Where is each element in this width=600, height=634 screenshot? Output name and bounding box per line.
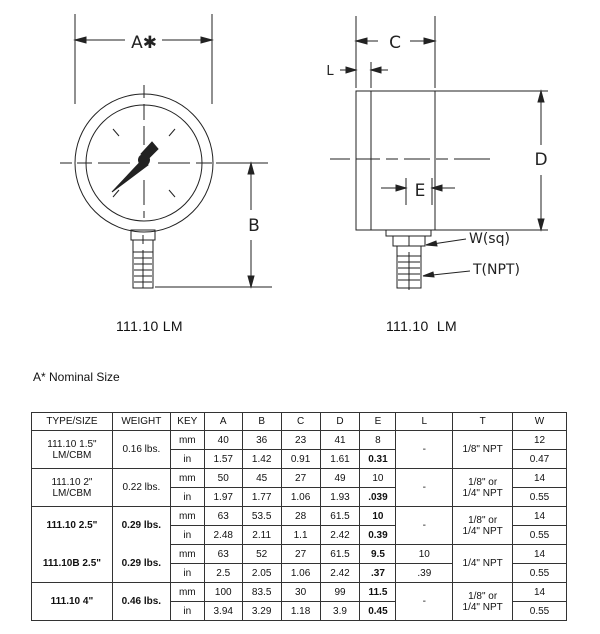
value-cell: 100 bbox=[204, 583, 242, 602]
value-cell: 40 bbox=[204, 431, 242, 450]
value-cell: 49 bbox=[320, 469, 360, 488]
value-cell: 1.1 bbox=[281, 526, 320, 545]
value-cell: 3.94 bbox=[204, 602, 242, 621]
value-cell: 45 bbox=[242, 469, 281, 488]
w-cell: 14 bbox=[513, 469, 567, 488]
t-cell bbox=[453, 583, 513, 621]
dim-label-a: A✱ bbox=[131, 33, 157, 53]
side-view bbox=[330, 16, 548, 290]
value-cell: 63 bbox=[204, 507, 242, 526]
value-cell: 10 bbox=[360, 507, 396, 526]
value-cell: 2.48 bbox=[204, 526, 242, 545]
l-cell: - bbox=[396, 469, 453, 507]
table-row bbox=[32, 545, 567, 564]
dim-label-b: B bbox=[248, 216, 260, 236]
weight-cell: 0.16 lbs. bbox=[112, 431, 170, 469]
value-cell: 28 bbox=[281, 507, 320, 526]
value-cell: 63 bbox=[204, 545, 242, 564]
value-cell: 10 bbox=[360, 469, 396, 488]
table-cell-line: 1/8" NPT bbox=[462, 444, 503, 455]
value-cell: 36 bbox=[242, 431, 281, 450]
value-cell: 1.93 bbox=[320, 488, 360, 507]
value-cell: 53.5 bbox=[242, 507, 281, 526]
table-header-cell: B bbox=[242, 413, 281, 431]
value-cell: 41 bbox=[320, 431, 360, 450]
t-cell bbox=[453, 507, 513, 545]
dim-label-d: D bbox=[534, 150, 548, 170]
dim-label-l: L bbox=[326, 64, 334, 79]
key-cell: mm bbox=[170, 469, 204, 488]
l-cell: 10 bbox=[396, 545, 453, 564]
type-size-cell bbox=[32, 431, 113, 469]
w-cell: 14 bbox=[513, 507, 567, 526]
table-cell-line: 1/4" NPT bbox=[462, 601, 503, 613]
t-cell bbox=[453, 431, 513, 469]
weight-cell: 0.29 lbs. bbox=[112, 507, 170, 545]
table-cell-line: LM/CBM bbox=[52, 487, 92, 499]
value-cell: 3.9 bbox=[320, 602, 360, 621]
table-header-cell: T bbox=[453, 413, 513, 431]
left-view-caption: 111.10 LM bbox=[116, 318, 183, 334]
type-size-cell bbox=[32, 507, 113, 545]
dim-label-e: E bbox=[414, 181, 426, 201]
value-cell: .37 bbox=[360, 564, 396, 583]
value-cell: 50 bbox=[204, 469, 242, 488]
table-header-cell: WEIGHT bbox=[112, 413, 170, 431]
type-size-cell bbox=[32, 545, 113, 583]
value-cell: 0.45 bbox=[360, 602, 396, 621]
value-cell: 30 bbox=[281, 583, 320, 602]
table-cell-line: 111.10 2" bbox=[51, 476, 93, 488]
w-cell: 0.55 bbox=[513, 526, 567, 545]
type-size-cell bbox=[32, 583, 113, 621]
table-cell-line: 111.10 4" bbox=[50, 596, 94, 607]
table-header-cell: D bbox=[320, 413, 360, 431]
value-cell: 0.39 bbox=[360, 526, 396, 545]
value-cell: 2.05 bbox=[242, 564, 281, 583]
table-row bbox=[32, 507, 567, 526]
table-row bbox=[32, 583, 567, 602]
weight-cell: 0.22 lbs. bbox=[112, 469, 170, 507]
value-cell: 61.5 bbox=[320, 507, 360, 526]
value-cell: 0.91 bbox=[281, 450, 320, 469]
w-cell: 0.55 bbox=[513, 602, 567, 621]
w-cell: 0.55 bbox=[513, 488, 567, 507]
type-size-cell bbox=[32, 469, 113, 507]
value-cell: 1.06 bbox=[281, 488, 320, 507]
table-cell-line: 1/8" or bbox=[468, 476, 498, 488]
key-cell: mm bbox=[170, 545, 204, 564]
t-cell bbox=[453, 469, 513, 507]
label-w-sq: W(sq) bbox=[469, 231, 510, 247]
w-cell: 0.47 bbox=[513, 450, 567, 469]
nominal-size-note: A* Nominal Size bbox=[33, 370, 120, 384]
key-cell: in bbox=[170, 564, 204, 583]
value-cell: 8 bbox=[360, 431, 396, 450]
l-cell: - bbox=[396, 507, 453, 545]
w-cell: 0.55 bbox=[513, 564, 567, 583]
value-cell: 99 bbox=[320, 583, 360, 602]
table-row bbox=[32, 469, 567, 488]
value-cell: 2.42 bbox=[320, 526, 360, 545]
table-header-cell: W bbox=[513, 413, 567, 431]
table-cell-line: 1/4" NPT bbox=[462, 487, 503, 499]
table-cell-line: 1/4" NPT bbox=[462, 525, 503, 537]
table-cell-line: 1/8" or bbox=[468, 590, 498, 602]
l-cell: - bbox=[396, 583, 453, 621]
table-cell-line: 111.10 1.5" bbox=[47, 438, 97, 450]
value-cell: 52 bbox=[242, 545, 281, 564]
value-cell: 2.5 bbox=[204, 564, 242, 583]
table-header-cell: C bbox=[281, 413, 320, 431]
table-cell-line: 111.10 2.5" bbox=[46, 520, 98, 532]
value-cell: 1.42 bbox=[242, 450, 281, 469]
key-cell: in bbox=[170, 526, 204, 545]
value-cell: .039 bbox=[360, 488, 396, 507]
table-row bbox=[32, 431, 567, 450]
value-cell: 1.57 bbox=[204, 450, 242, 469]
value-cell: 23 bbox=[281, 431, 320, 450]
value-cell: 27 bbox=[281, 469, 320, 488]
value-cell: 11.5 bbox=[360, 583, 396, 602]
weight-cell: 0.46 lbs. bbox=[112, 583, 170, 621]
key-cell: in bbox=[170, 488, 204, 507]
value-cell: 61.5 bbox=[320, 545, 360, 564]
value-cell: 1.06 bbox=[281, 564, 320, 583]
w-cell: 12 bbox=[513, 431, 567, 450]
value-cell: 1.61 bbox=[320, 450, 360, 469]
table-header-cell: E bbox=[360, 413, 396, 431]
value-cell: 83.5 bbox=[242, 583, 281, 602]
table-header-cell: TYPE/SIZE bbox=[32, 413, 113, 431]
weight-cell: 0.29 lbs. bbox=[112, 545, 170, 583]
key-cell: mm bbox=[170, 431, 204, 450]
value-cell: 2.11 bbox=[242, 526, 281, 545]
value-cell: 1.18 bbox=[281, 602, 320, 621]
key-cell: mm bbox=[170, 507, 204, 526]
label-t-npt: T(NPT) bbox=[473, 262, 520, 278]
table-header-cell: A bbox=[204, 413, 242, 431]
value-cell: 27 bbox=[281, 545, 320, 564]
l-cell: - bbox=[396, 431, 453, 469]
key-cell: mm bbox=[170, 583, 204, 602]
value-cell: 9.5 bbox=[360, 545, 396, 564]
key-cell: in bbox=[170, 450, 204, 469]
value-cell: 0.31 bbox=[360, 450, 396, 469]
table-header-cell: L bbox=[396, 413, 453, 431]
t-cell bbox=[453, 545, 513, 583]
dimension-table bbox=[31, 412, 567, 621]
table-cell-line: 1/4" NPT bbox=[462, 558, 503, 569]
l-cell: .39 bbox=[396, 564, 453, 583]
value-cell: 2.42 bbox=[320, 564, 360, 583]
value-cell: 3.29 bbox=[242, 602, 281, 621]
value-cell: 1.77 bbox=[242, 488, 281, 507]
table-header-row bbox=[32, 413, 567, 431]
dim-label-c: C bbox=[389, 33, 401, 53]
w-cell: 14 bbox=[513, 583, 567, 602]
w-cell: 14 bbox=[513, 545, 567, 564]
key-cell: in bbox=[170, 602, 204, 621]
front-view bbox=[60, 14, 272, 288]
table-header-cell: KEY bbox=[170, 413, 204, 431]
table-cell-line: LM/CBM bbox=[52, 449, 92, 461]
gauge-case bbox=[356, 91, 435, 230]
table-cell-line: 1/8" or bbox=[468, 514, 498, 526]
value-cell: 1.97 bbox=[204, 488, 242, 507]
table-cell-line: 111.10B 2.5" bbox=[42, 557, 101, 569]
right-view-caption: 111.10 LM bbox=[386, 318, 457, 334]
